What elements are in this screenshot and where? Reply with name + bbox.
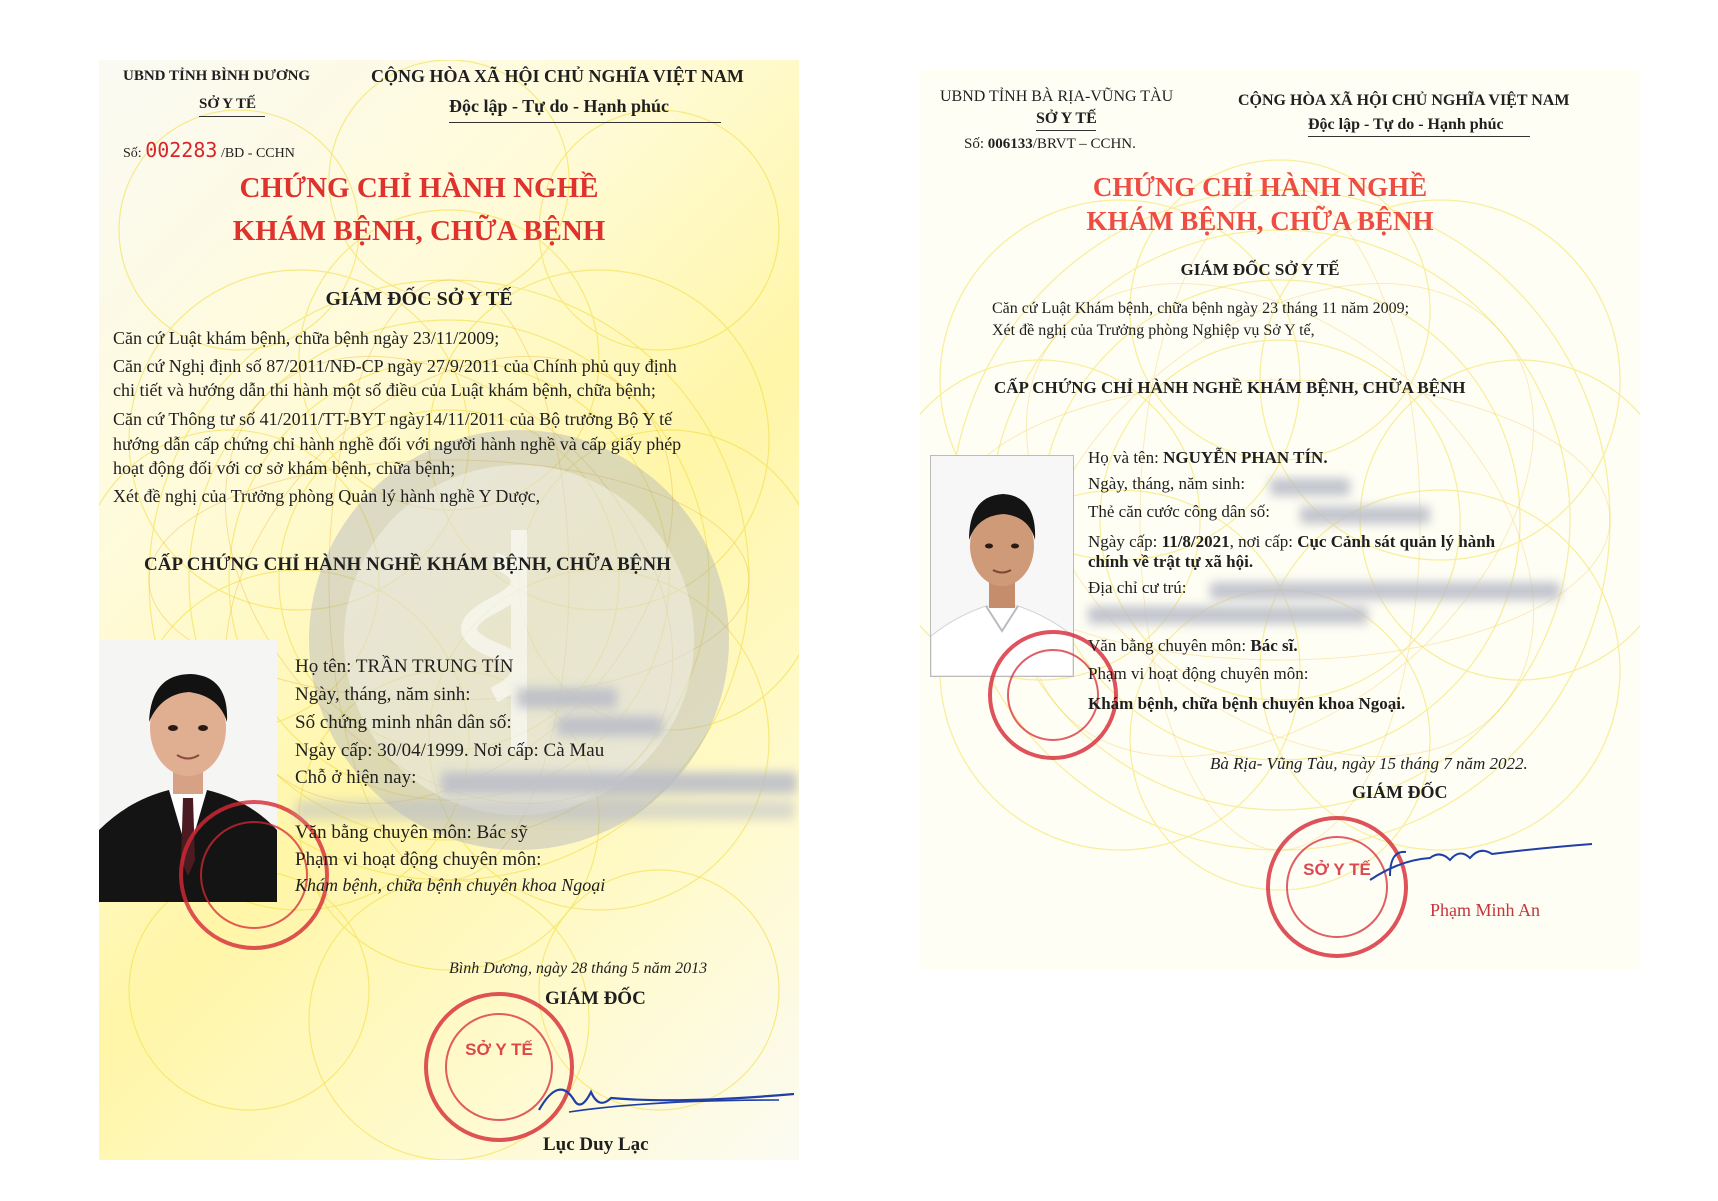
signer-title: GIÁM ĐỐC [545,988,646,1009]
national-motto: Độc lập - Tự do - Hạnh phúc [1308,116,1504,133]
id-label: Số chứng minh nhân dân số: [295,712,512,733]
issue-place-cont: chính về trật tự xã hội. [1088,552,1254,571]
redacted-residence [441,772,797,794]
signature [1360,830,1600,900]
number-prefix: Số: [964,136,985,152]
department-underline [199,116,265,117]
title-line-1: CHỨNG CHỈ HÀNH NGHỀ [1092,172,1428,202]
number-value: 002283 [145,138,218,162]
preamble-line: chi tiết và hướng dẫn thi hành một số điều của Luật khám bệnh, chữa bệnh; [113,380,656,400]
residence-label: Địa chỉ cư trú: [1088,578,1187,597]
certificate-ba-ria-vung-tau [920,70,1640,970]
motto-underline [1308,136,1530,137]
certificate-number [964,136,1136,153]
signer-name: Phạm Minh An [1430,900,1541,920]
degree-label: Văn bằng chuyên môn: [1088,636,1247,655]
motto-underline [449,122,721,123]
preamble-line: Căn cứ Thông tư số 41/2011/TT-BYT ngày14/11/2011 của Bộ trưởng Bộ Y tế [113,409,673,429]
degree: Văn bằng chuyên môn: Bác sỹ [295,822,528,843]
stamp-text: SỞ Y TẾ [1303,860,1371,879]
issue-label: Ngày cấp: [1088,532,1158,551]
republic-name: CỘNG HÒA XÃ HỘI CHỦ NGHĨA VIỆT NAM [1238,92,1570,109]
residence-label: Chỗ ở hiện nay: [295,767,417,788]
preamble-line: Căn cứ Luật khám bệnh, chữa bệnh ngày 23/11/2009; [113,328,500,348]
title-line-1: CHỨNG CHỈ HÀNH NGHỀ [239,172,599,204]
name-value: NGUYỄN PHAN TÍN. [1163,448,1328,467]
decision-heading: CẤP CHỨNG CHỈ HÀNH NGHỀ KHÁM BỆNH, CHỮA BỆNH [994,378,1466,397]
redacted-id [557,716,663,736]
dob-label: Ngày, tháng, năm sinh: [295,684,471,705]
number-prefix: Số: [123,146,142,161]
degree-value: Bác sĩ. [1250,636,1298,655]
redacted-id [1300,506,1430,524]
issue-place: Cục Cảnh sát quản lý hành [1297,532,1496,551]
preamble-line: Căn cứ Nghị định số 87/2011/NĐ-CP ngày 27/9/2011 của Chính phủ quy định [113,356,677,376]
decision-heading: CẤP CHỨNG CHỈ HÀNH NGHỀ KHÁM BỆNH, CHỮA BỆNH [144,554,671,575]
holder-name: Họ tên: TRẦN TRUNG TÍN [295,656,514,677]
agency-name: UBND TỈNH BÌNH DƯƠNG [123,68,311,84]
redacted-residence [1088,606,1368,624]
place-date: Bà Rịa- Vũng Tàu, ngày 15 tháng 7 năm 2022. [1210,754,1528,773]
dob-label: Ngày, tháng, năm sinh: [1088,474,1246,493]
number-suffix: /BRVT – CCHN. [1032,136,1136,152]
certificate-number [123,138,295,162]
title-line-2: KHÁM BỆNH, CHỮA BỆNH [1086,206,1434,236]
redacted-residence [295,800,795,820]
preamble-line: hướng dẫn cấp chứng chỉ hành nghề đối với người hành nghề và cấp giấy phép [113,434,682,454]
degree [1088,636,1298,656]
name-label: Họ và tên: [1088,448,1159,467]
preamble-line: Căn cứ Luật Khám bệnh, chữa bệnh ngày 23 tháng 11 năm 2009; [992,300,1410,317]
agency-name: UBND TỈNH BÀ RỊA-VŨNG TÀU [940,88,1174,105]
redacted-dob [1270,478,1350,496]
number-value: 006133 [987,136,1033,152]
issuer-title: GIÁM ĐỐC SỞ Y TẾ [325,288,513,310]
number-suffix: /BD - CCHN [220,146,295,161]
scope-label: Phạm vi hoạt động chuyên môn: [295,849,542,870]
signature [529,1070,799,1130]
signer-title: GIÁM ĐỐC [1352,782,1448,802]
redacted-dob [517,688,617,708]
issuer-title: GIÁM ĐỐC SỞ Y TẾ [1180,260,1340,279]
department-underline [1036,130,1096,131]
scope-value: Khám bệnh, chữa bệnh chuyên khoa Ngoại. [1088,694,1406,713]
place-date: Bình Dương, ngày 28 tháng 5 năm 2013 [449,960,708,977]
title-line-2: KHÁM BỆNH, CHỮA BỆNH [232,215,606,247]
preamble-line: Xét đề nghị của Trưởng phòng Nghiệp vụ Sở Y tế, [992,322,1315,339]
holder-name [1088,448,1328,468]
republic-name: CỘNG HÒA XÃ HỘI CHỦ NGHĨA VIỆT NAM [371,66,744,86]
department-name: SỞ Y TẾ [199,96,256,112]
issue-info: Ngày cấp: 30/04/1999. Nơi cấp: Cà Mau [295,740,605,761]
preamble-line: Xét đề nghị của Trưởng phòng Quản lý hành nghề Y Dược, [113,486,541,506]
issue-date: 11/8/2021 [1161,532,1230,551]
certificate-binh-duong [99,60,799,1160]
preamble-line: hoạt động đối với cơ sở khám bệnh, chữa bệnh; [113,458,456,478]
signer-name: Lục Duy Lạc [543,1134,649,1155]
issue-info [1088,532,1495,552]
national-motto: Độc lập - Tự do - Hạnh phúc [449,96,670,116]
redacted-residence [1210,582,1560,600]
id-label: Thẻ căn cước công dân số: [1088,502,1270,521]
department-name: SỞ Y TẾ [1036,110,1097,127]
scope-value: Khám bệnh, chữa bệnh chuyên khoa Ngoại [295,875,606,895]
issue-place-label: , nơi cấp: [1229,532,1293,551]
stamp-text: SỞ Y TẾ [465,1040,533,1059]
scope-label: Phạm vi hoạt động chuyên môn: [1088,664,1309,683]
